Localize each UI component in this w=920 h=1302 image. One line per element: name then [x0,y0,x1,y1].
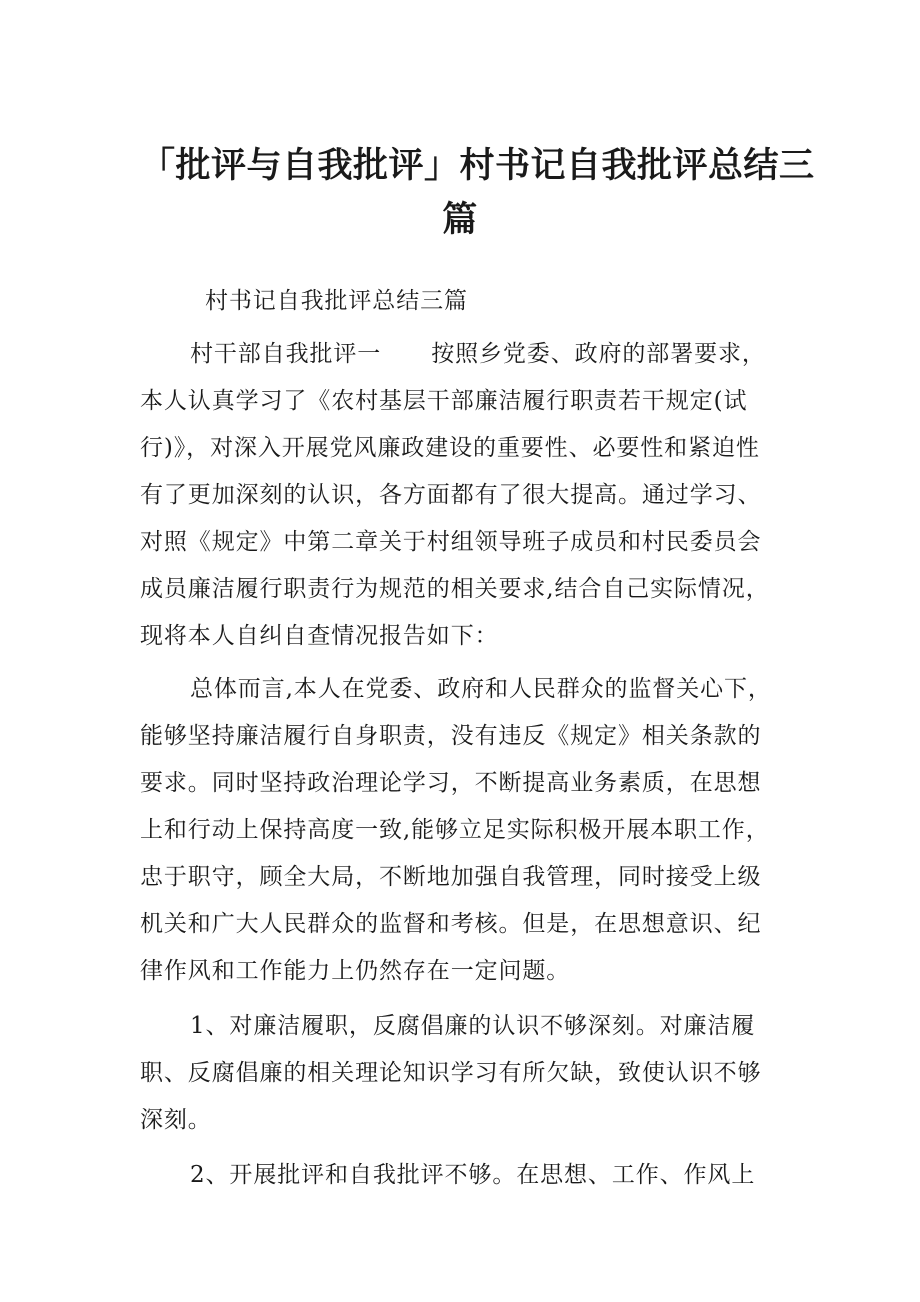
document-title [140,139,815,247]
paragraph-4-line-1: 2、开展批评和自我批评不够。在思想、工作、作风上 [190,1162,756,1188]
paragraph-1-line-1 [190,339,766,369]
paragraph-2-line-7: 律作风和工作能力上仍然存在一定问题。 [140,958,571,984]
paragraph-2-line-3: 要求。同时坚持政治理论学习，不断提高业务素质，在思想 [140,770,762,796]
paragraph-1-line-4: 有了更加深刻的认识，各方面都有了很大提高。通过学习、 [140,482,762,508]
paragraph-2-line-6: 机关和广大人民群众的监督和考核。但是，在思想意识、纪 [140,911,762,937]
paragraph-2-line-4: 上和行动上保持高度一致,能够立足实际积极开展本职工作， [140,817,770,843]
paragraph-1-line-3: 行)》，对深入开展党风廉政建设的重要性、必要性和紧迫性 [140,435,760,461]
title-line-1: 「批评与自我批评」村书记自我批评总结三 [140,146,815,186]
paragraph-3-line-3: 深刻。 [140,1107,212,1133]
paragraph-3-line-1: 1、对廉洁履职，反腐倡廉的认识不够深刻。对廉洁履 [190,1013,756,1039]
paragraph-1-line-5: 对照《规定》中第二章关于村组领导班子成员和村民委员会 [140,529,762,555]
paragraph-2-line-5: 忠于职守，顾全大局，不断地加强自我管理，同时接受上级 [140,864,762,890]
subtitle: 村书记自我批评总结三篇 [205,288,468,314]
paragraph-1-lead: 村干部自我批评一 [190,341,382,367]
paragraph-1-line-1-rest: 按照乡党委、政府的部署要求， [431,341,766,367]
paragraph-1-line-7: 现将本人自纠自查情况报告如下： [140,623,499,649]
paragraph-1-line-6: 成员廉洁履行职责行为规范的相关要求,结合自己实际情况， [140,576,770,602]
paragraph-2-line-1: 总体而言,本人在党委、政府和人民群众的监督关心下， [190,676,772,702]
paragraph-3-line-2: 职、反腐倡廉的相关理论知识学习有所欠缺，致使认识不够 [140,1060,762,1086]
title-line-2: 篇 [442,200,478,240]
paragraph-1-line-2: 本人认真学习了《农村基层干部廉洁履行职责若干规定(试 [140,388,748,414]
paragraph-2-line-2: 能够坚持廉洁履行自身职责，没有违反《规定》相关条款的 [140,723,762,749]
